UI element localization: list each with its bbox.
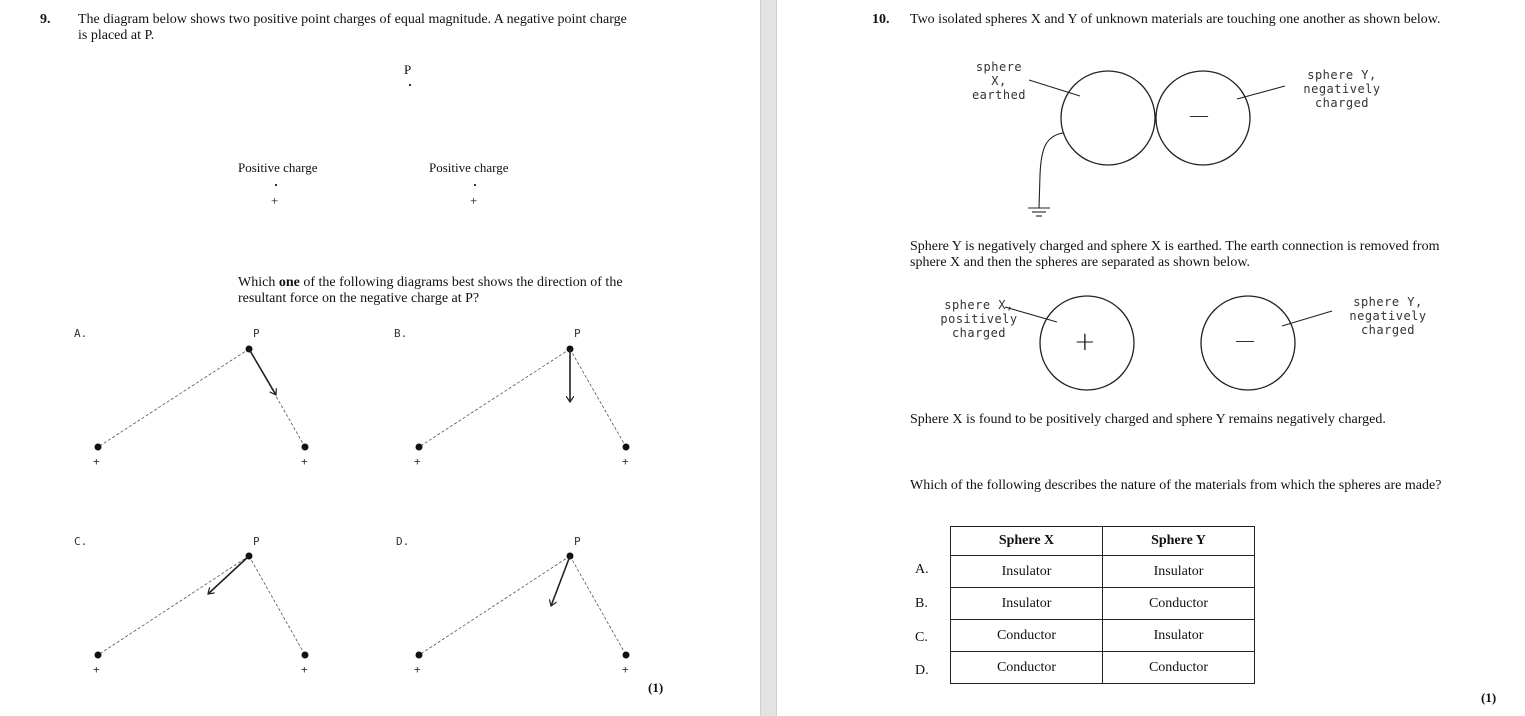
fig1-sphere-x-label-line1: sphere X, — [975, 60, 1023, 88]
option-a-letter[interactable]: A. — [915, 562, 929, 577]
table-row[interactable] — [951, 588, 1255, 620]
row-a-sphere-x: Insulator — [951, 556, 1103, 588]
option-a-plus-right: + — [301, 455, 308, 468]
option-b-letter[interactable]: B. — [915, 596, 928, 611]
option-c-charge-left — [95, 652, 102, 659]
fig2-sphere-x-label-line1: sphere X, — [944, 298, 1014, 312]
option-d-charge-right — [623, 652, 630, 659]
option-a-p-label: P — [253, 327, 260, 340]
option-b-letter[interactable]: B. — [394, 327, 408, 340]
figure-1-touching-spheres — [1028, 71, 1285, 216]
header-sphere-x: Sphere X — [951, 527, 1103, 556]
fig2-sphere-x-label — [921, 298, 1037, 340]
option-a-charge-right — [302, 444, 309, 451]
positive-charge-right-label: Positive charge — [429, 160, 509, 175]
option-d-charge-left — [416, 652, 423, 659]
question-10-prompt: Which of the following describes the nature of the materials from which the spheres are made? — [910, 478, 1442, 493]
option-a-charge-left — [95, 444, 102, 451]
plus-sign-left: + — [271, 193, 279, 208]
question-10-mark: (1) — [1481, 690, 1497, 705]
option-a-plus-left: + — [93, 455, 100, 468]
option-b-charge-left — [416, 444, 423, 451]
option-d-plus-left: + — [414, 663, 421, 676]
option-b-charge-right — [623, 444, 630, 451]
option-a-line-left — [98, 349, 249, 447]
option-c-force-arrow — [208, 556, 249, 594]
option-c-line-right — [249, 556, 305, 655]
q9-option-diagrams — [0, 0, 760, 716]
question-10-middle-text: Sphere Y is negatively charged and sphere X is earthed. The earth connection is removed from sphere X and then the spheres are separated as shown below. — [910, 239, 1440, 270]
question-9-prompt-post: of the following diagrams best shows the direction of the resultant force on the negative charge at P? — [238, 275, 623, 306]
page-right — [777, 0, 1525, 716]
option-b-plus-right: + — [622, 455, 629, 468]
fig1-sphere-x-label-line2: earthed — [971, 88, 1027, 102]
option-c-p-label: P — [253, 535, 260, 548]
fig1-sphere-x-label — [971, 60, 1027, 102]
fig1-sphere-y-label-line2: negatively charged — [1303, 82, 1381, 110]
question-9-intro: The diagram below shows two positive point charges of equal magnitude. A negative point charge is placed at P. — [78, 12, 627, 43]
option-b-diagram — [416, 346, 630, 451]
option-c-letter[interactable]: C. — [915, 630, 928, 645]
point-p-label: P — [404, 62, 412, 77]
option-c-diagram — [95, 553, 309, 659]
fig2-sphere-y-label — [1331, 295, 1445, 337]
row-b-sphere-y: Conductor — [1103, 588, 1255, 620]
page-left — [0, 0, 760, 716]
question-10-finding: Sphere X is found to be positively charged and sphere Y remains negatively charged. — [910, 412, 1386, 427]
option-c-letter[interactable]: C. — [74, 535, 88, 548]
question-9-prompt-pre: Which — [238, 275, 279, 290]
option-b-line-left — [419, 349, 570, 447]
fig2-sphere-y-pointer — [1282, 311, 1332, 326]
option-b-p-label: P — [574, 327, 581, 340]
option-a-diagram — [95, 346, 309, 451]
question-9-mark: (1) — [648, 680, 664, 695]
option-d-force-arrow — [551, 556, 570, 606]
option-a-force-arrow — [249, 349, 276, 395]
row-c-sphere-x: Conductor — [951, 620, 1103, 652]
table-row[interactable] — [951, 620, 1255, 652]
option-c-line-left — [98, 556, 249, 655]
row-d-sphere-x: Conductor — [951, 652, 1103, 684]
option-d-line-left — [419, 556, 570, 655]
fig1-sphere-y-pointer — [1237, 86, 1285, 99]
figure-2-separated-spheres — [1005, 296, 1332, 390]
question-10-intro: Two isolated spheres X and Y of unknown materials are touching one another as shown below. — [910, 12, 1441, 27]
fig2-sphere-y-label-line1: sphere Y, — [1353, 295, 1423, 309]
plus-sign-right: + — [470, 193, 478, 208]
fig1-sphere-y-sign: — — [1190, 105, 1208, 125]
option-d-diagram — [416, 553, 630, 659]
option-b-plus-left: + — [414, 455, 421, 468]
fig2-sphere-x-label-line2: positively charged — [940, 312, 1018, 340]
fig2-sphere-y-sign: — — [1236, 330, 1254, 350]
fig2-sphere-x-sign: + — [1074, 327, 1096, 357]
positive-charge-left-label: Positive charge — [238, 160, 318, 175]
row-a-sphere-y: Insulator — [1103, 556, 1255, 588]
option-d-p-label: P — [574, 535, 581, 548]
fig1-sphere-y-label-line1: sphere Y, — [1307, 68, 1377, 82]
option-b-line-right — [570, 349, 626, 447]
option-d-letter[interactable]: D. — [396, 535, 410, 548]
question-9-number: 9. — [40, 12, 51, 27]
option-d-plus-right: + — [622, 663, 629, 676]
question-10-number: 10. — [872, 12, 890, 27]
row-d-sphere-y: Conductor — [1103, 652, 1255, 684]
option-d-line-right — [570, 556, 626, 655]
option-a-letter[interactable]: A. — [74, 327, 88, 340]
answer-table — [950, 526, 1255, 684]
fig1-earth-wire — [1039, 133, 1063, 208]
row-c-sphere-y: Insulator — [1103, 620, 1255, 652]
option-c-charge-right — [302, 652, 309, 659]
option-c-plus-right: + — [301, 663, 308, 676]
header-sphere-y: Sphere Y — [1103, 527, 1255, 556]
fig2-sphere-y-label-line2: negatively charged — [1349, 309, 1427, 337]
fig1-sphere-x — [1061, 71, 1155, 165]
table-row[interactable] — [951, 652, 1255, 684]
row-b-sphere-x: Insulator — [951, 588, 1103, 620]
fig1-sphere-y-label — [1285, 68, 1399, 110]
question-9-prompt-bold: one — [278, 275, 300, 290]
answer-table-header-row — [951, 527, 1255, 556]
option-d-letter[interactable]: D. — [915, 663, 929, 678]
table-row[interactable] — [951, 556, 1255, 588]
page-gap — [760, 0, 777, 716]
option-c-plus-left: + — [93, 663, 100, 676]
